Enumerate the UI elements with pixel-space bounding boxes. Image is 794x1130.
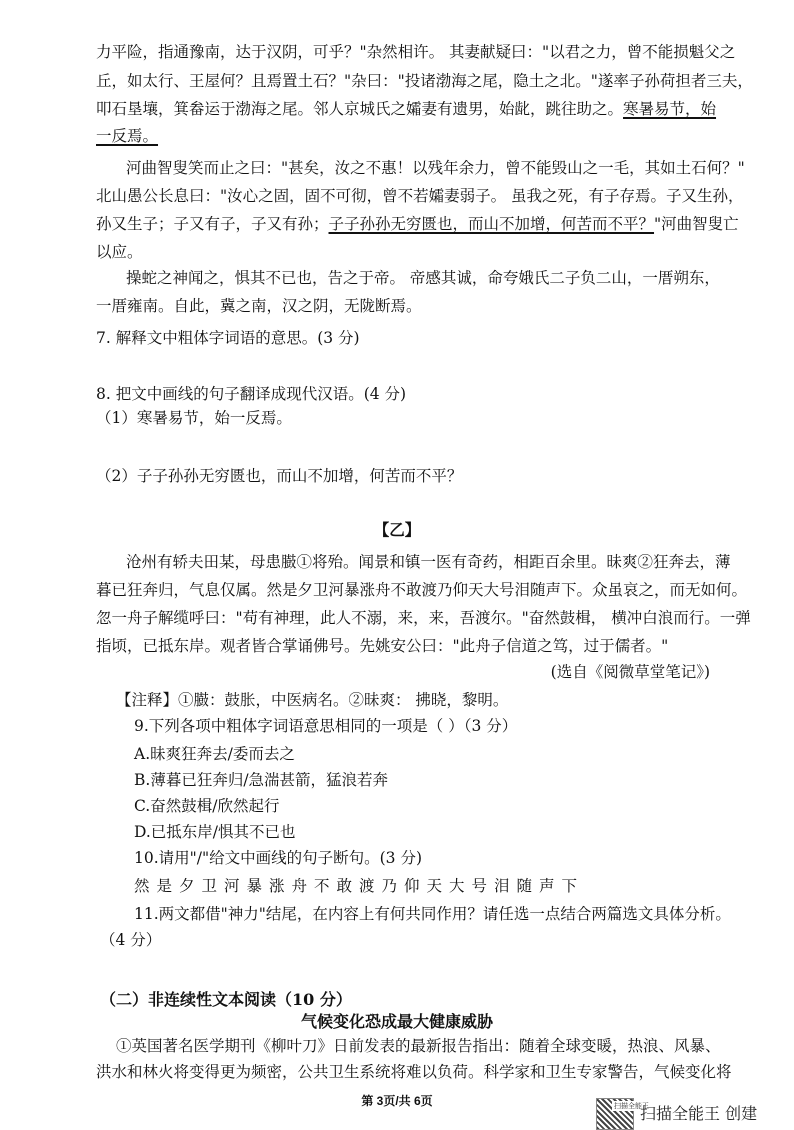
article-line: ①英国著名医学期刊《柳叶刀》日前发表的最新报告指出：随着全球变暖，热浪、风暴、: [116, 1037, 721, 1055]
passage-a-line: 力平险，指通豫南，达于汉阴，可乎？"杂然相许。 其妻献疑曰："以君之力，曾不能损魁父之: [96, 43, 736, 61]
passage-a-line: 河曲智叟笑而止之曰："甚矣，汝之不惠！以残年余力，曾不能毁山之一毛，其如土石何？": [126, 159, 745, 177]
passage-a-line: 孙又生子；子又有子，子又有孙；子子孙孙无穷匮也，而山不加增，何苦而不平？"河曲智叟亡: [96, 215, 739, 233]
passage-b-line: 忽一舟子解缆呼曰："苟有神理，此人不溺，来，来，吾渡尔。"奋然鼓楫， 横冲白浪而行。一弹: [96, 609, 751, 627]
page-number: 第 3页/共 6页: [361, 1094, 433, 1108]
q9-option-a: A.昧爽狂奔去/委而去之: [134, 745, 295, 763]
passage-a-line: 叩石垦壤，箕畚运于渤海之尾。邻人京城氏之孀妻有遗男，始龀，跳往助之。寒暑易节，始: [96, 100, 717, 118]
passage-b-line: 沧州有轿夫田某，母患臌①将殆。闻景和镇一医有奇药，相距百余里。昧爽②狂奔去，薄: [126, 553, 731, 571]
q9-option-b: B.薄暮已狂奔归/急湍甚箭，猛浪若奔: [134, 771, 389, 789]
question-9: 9.下列各项中粗体字词语意思相同的一项是（ ）（3 分）: [134, 717, 518, 735]
underlined-sentence: 一反焉。: [96, 127, 159, 145]
question-8-1: （1）寒暑易节，始一反焉。: [96, 409, 292, 427]
question-11: 11.两文都借"神力"结尾，在内容上有何共同作用？请任选一点结合两篇选文具体分析。: [134, 905, 731, 923]
passage-a-line: [96, 126, 716, 146]
question-8-2: （2）子子孙孙无穷匮也，而山不加增，何苦而不平？: [96, 467, 463, 485]
question-10: 10.请用"/"给文中画线的句子断句。(3 分): [134, 849, 423, 867]
passage-a-line: 北山愚公长息曰："汝心之固，固不可彻，曾不若孀妻弱子。 虽我之死，有子存焉。子又生孙，: [96, 187, 744, 205]
article-title: 气候变化恐成最大健康威胁: [300, 1012, 493, 1031]
article-line: 洪水和林火将变得更为频密，公共卫生系统将难以负荷。科学家和卫生专家警告，气候变化将: [96, 1063, 732, 1081]
question-11-score: （4 分）: [100, 931, 162, 949]
passage-a-line: 操蛇之神闻之，惧其不已也，告之于帝。 帝感其诚，命夸娥氏二子负二山，一厝朔东，: [126, 269, 720, 287]
passage-b-heading: 【乙】: [373, 520, 421, 539]
passage-a-line: 丘，如太行、王屋何？且焉置土石？"杂曰："投诸渤海之尾，隐土之北。"遂率子孙荷担者三夫，: [96, 72, 753, 90]
question-8: 8. 把文中画线的句子翻译成现代汉语。(4 分): [96, 385, 407, 403]
q9-option-d: D.已抵东岸/惧其不已也: [134, 823, 296, 841]
passage-a-line: 一厝雍南。自此，冀之南，汉之阴，无陇断焉。: [96, 297, 422, 315]
passage-a-line: 以应。: [96, 243, 143, 261]
passage-b-note: 【注释】①臌：鼓胀，中医病名。②昧爽： 拂晓，黎明。: [116, 691, 509, 709]
underlined-sentence: 子子孙孙无穷匮也，而山不加增，何苦而不平？: [328, 215, 655, 233]
passage-b-line: 暮已狂奔归，气息仅属。然是夕卫河暴涨舟不敢渡乃仰天大号泪随声下。众虽哀之，而无如何。: [96, 581, 748, 599]
qr-label: 扫描全能王: [614, 1103, 649, 1110]
question-10-sentence: 然是夕卫河暴涨舟不敢渡乃仰天大号泪随声下: [134, 877, 585, 895]
passage-b-line: 指顷，已抵东岸。观者皆合掌诵佛号。先姚安公曰："此舟子信道之笃，过于儒者。": [96, 637, 669, 655]
q9-option-c: C.奋然鼓楫/欣然起行: [134, 797, 280, 815]
section-2-heading: （二）非连续性文本阅读（10 分）: [100, 990, 352, 1009]
scanner-watermark: 扫描全能王 创建: [640, 1104, 758, 1123]
question-7: 7. 解释文中粗体字词语的意思。(3 分): [96, 329, 360, 347]
passage-b-source: (选自《阅微草堂笔记》): [550, 663, 710, 681]
underlined-sentence: 寒暑易节，始: [623, 100, 717, 118]
